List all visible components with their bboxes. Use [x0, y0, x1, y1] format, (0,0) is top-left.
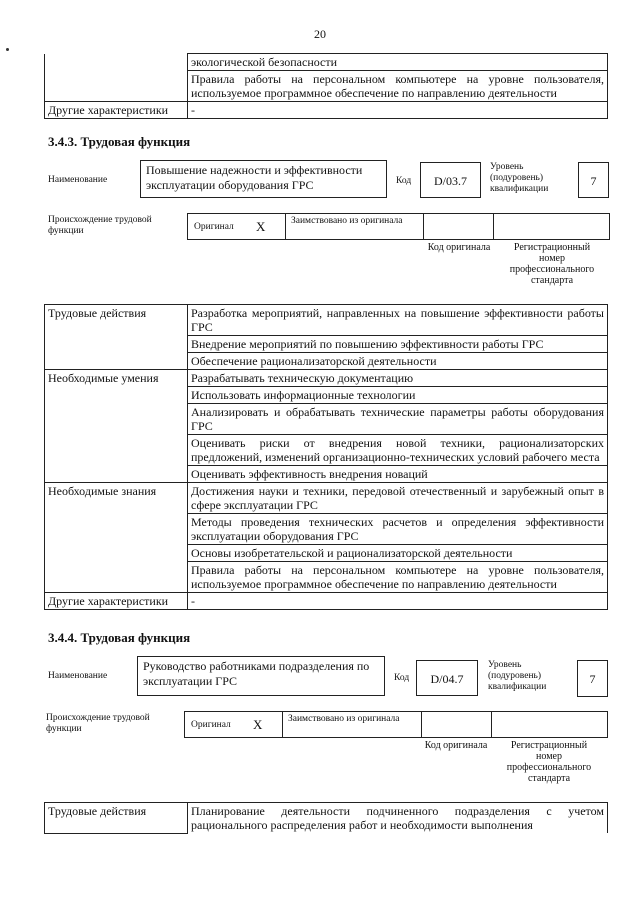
table-cell: Внедрение мероприятий по повышению эффективности работы ГРС — [188, 336, 608, 353]
table-cell: Оценивать риски от внедрения новой техники, рационализаторских предложений, изменений организационно-технических условий рабочего места — [188, 435, 608, 466]
table-cell: Планирование деятельности подчиненного подразделения с учетом рационального распределения работ и необходимости выполнения — [188, 803, 608, 834]
borrowed-label: Заимствовано из оригинала — [288, 714, 400, 724]
level-label: Уровень (подуровень) квалификации — [490, 162, 549, 194]
name-value: Руководство работниками подразделения по эксплуатации ГРС — [137, 656, 385, 696]
table-cell: Оценивать эффективность внедрения новаций — [188, 466, 608, 483]
table-cell: Обеспечение рационализаторской деятельности — [188, 353, 608, 370]
code-label: Код — [396, 176, 412, 186]
row-label: Другие характеристики — [45, 593, 188, 610]
row-label: Трудовые действия — [45, 803, 188, 834]
table-cell: Разработка мероприятий, направленных на повышение эффективности работы ГРС — [188, 305, 608, 336]
code-original-label: Код оригинала — [424, 740, 488, 751]
name-value: Повышение надежности и эффективности эксплуатации оборудования ГРС — [140, 160, 387, 198]
level-value: 7 — [577, 660, 608, 697]
original-label: Оригинал — [191, 720, 231, 730]
original-mark: X — [256, 219, 266, 234]
row-label: Трудовые действия — [45, 305, 188, 370]
table-cell: Правила работы на персональном компьютере на уровне пользователя, используемое программное обеспечение по направлению деятельности — [188, 71, 608, 102]
code-value: D/04.7 — [416, 660, 478, 696]
top-table — [44, 53, 608, 119]
table-cell: Достижения науки и техники, передовой отечественный и зарубежный опыт в сфере эксплуатации ГРС — [188, 483, 608, 514]
scan-dot — [6, 48, 9, 51]
level-value: 7 — [578, 162, 609, 198]
borrowed-label: Заимствовано из оригинала — [291, 216, 403, 226]
table-cell: Основы изобретательской и рационализаторской деятельности — [188, 545, 608, 562]
name-label: Наименование — [48, 175, 108, 185]
table-cell: Методы проведения технических расчетов и определения эффективности эксплуатации оборудования ГРС — [188, 514, 608, 545]
table-row — [45, 102, 608, 119]
reg-number-label: Регистрационный номер профессионального стандарта — [506, 740, 592, 784]
table-cell: Разрабатывать техническую документацию — [188, 370, 608, 387]
page-number: 20 — [314, 27, 326, 41]
origin-label: Происхождение трудовой функции — [46, 713, 150, 734]
func343-table — [44, 304, 608, 610]
table-row — [45, 803, 608, 834]
table-row — [45, 370, 608, 387]
func344-table — [44, 802, 608, 834]
row-label: Другие характеристики — [45, 102, 188, 119]
table-cell: - — [188, 102, 608, 119]
table-row — [45, 483, 608, 514]
level-label: Уровень (подуровень) квалификации — [488, 660, 547, 692]
origin-label: Происхождение трудовой функции — [48, 215, 152, 236]
table-row — [45, 305, 608, 336]
table-cell: Использовать информационные технологии — [188, 387, 608, 404]
table-row — [45, 593, 608, 610]
original-mark: X — [253, 717, 263, 732]
table-cell: экологической безопасности — [188, 54, 608, 71]
code-value: D/03.7 — [420, 162, 481, 198]
table-row — [45, 54, 608, 71]
row-label — [45, 54, 188, 102]
table-cell: Правила работы на персональном компьютере на уровне пользователя, используемое программное обеспечение по направлению деятельности — [188, 562, 608, 593]
original-label: Оригинал — [194, 222, 234, 232]
row-label: Необходимые умения — [45, 370, 188, 483]
origin-box — [187, 213, 610, 240]
code-original-label: Код оригинала — [427, 242, 491, 253]
row-label: Необходимые знания — [45, 483, 188, 593]
reg-number-label: Регистрационный номер профессионального стандарта — [509, 242, 595, 286]
table-cell: Анализировать и обрабатывать технические параметры работы оборудования ГРС — [188, 404, 608, 435]
name-label: Наименование — [48, 671, 108, 681]
section-title-343: 3.4.3. Трудовая функция — [48, 134, 191, 149]
section-title-344: 3.4.4. Трудовая функция — [48, 630, 191, 645]
code-label: Код — [394, 673, 410, 683]
table-cell: - — [188, 593, 608, 610]
origin-box — [184, 711, 608, 738]
